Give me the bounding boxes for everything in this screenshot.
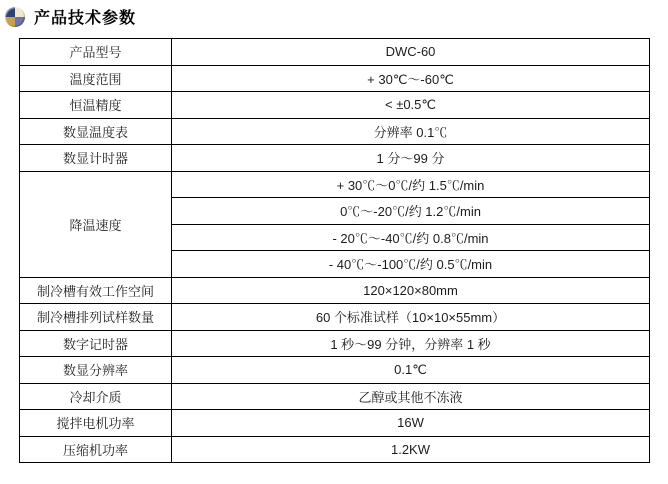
row-working-space — [20, 277, 650, 304]
row-product-model — [20, 39, 650, 66]
param-value: 0.1℃ — [172, 357, 650, 384]
section-header — [0, 0, 668, 28]
param-value: 乙醇或其他不冻液 — [172, 383, 650, 410]
row-digital-resolution — [20, 357, 650, 384]
row-cooling-rate-1 — [20, 171, 650, 198]
param-label: 数显分辨率 — [20, 357, 172, 384]
spec-table — [19, 38, 650, 463]
param-label: 冷却介质 — [20, 383, 172, 410]
param-value: 60 个标准试样（10×10×55mm） — [172, 304, 650, 331]
pie-quadrant-icon — [5, 7, 25, 27]
param-label: 数字记时器 — [20, 330, 172, 357]
param-label: 产品型号 — [20, 39, 172, 66]
param-label: 压缩机功率 — [20, 436, 172, 463]
param-label: 数显计时器 — [20, 145, 172, 172]
param-value: 1.2KW — [172, 436, 650, 463]
row-digital-thermometer — [20, 118, 650, 145]
row-temperature-range — [20, 65, 650, 92]
param-value: 1 秒～99 分钟，分辨率 1 秒 — [172, 330, 650, 357]
param-value: 分辨率 0.1℃ — [172, 118, 650, 145]
param-label: 搅拌电机功率 — [20, 410, 172, 437]
param-value: 16W — [172, 410, 650, 437]
param-value: 1 分～99 分 — [172, 145, 650, 172]
param-label: 制冷槽排列试样数量 — [20, 304, 172, 331]
row-sample-capacity — [20, 304, 650, 331]
page-title: 产品技术参数 — [34, 10, 137, 27]
param-value: - 20℃～-40℃/约 0.8℃/min — [172, 224, 650, 251]
param-value: 0℃～-20℃/约 1.2℃/min — [172, 198, 650, 225]
param-label: 恒温精度 — [20, 92, 172, 119]
param-value: < ±0.5℃ — [172, 92, 650, 119]
row-constant-temp-accuracy — [20, 92, 650, 119]
row-digital-timer-display — [20, 145, 650, 172]
param-label: 数显温度表 — [20, 118, 172, 145]
param-value: - 40℃～-100℃/约 0.5℃/min — [172, 251, 650, 278]
row-cooling-medium — [20, 383, 650, 410]
row-digital-timer — [20, 330, 650, 357]
param-value: 120×120×80mm — [172, 277, 650, 304]
param-value: + 30℃～0℃/约 1.5℃/min — [172, 171, 650, 198]
row-compressor-power — [20, 436, 650, 463]
param-label: 制冷槽有效工作空间 — [20, 277, 172, 304]
param-label: 温度范围 — [20, 65, 172, 92]
row-stirring-motor-power — [20, 410, 650, 437]
param-label-cooling-rate: 降温速度 — [20, 171, 172, 277]
param-value: + 30℃～-60℃ — [172, 65, 650, 92]
param-value: DWC-60 — [172, 39, 650, 66]
